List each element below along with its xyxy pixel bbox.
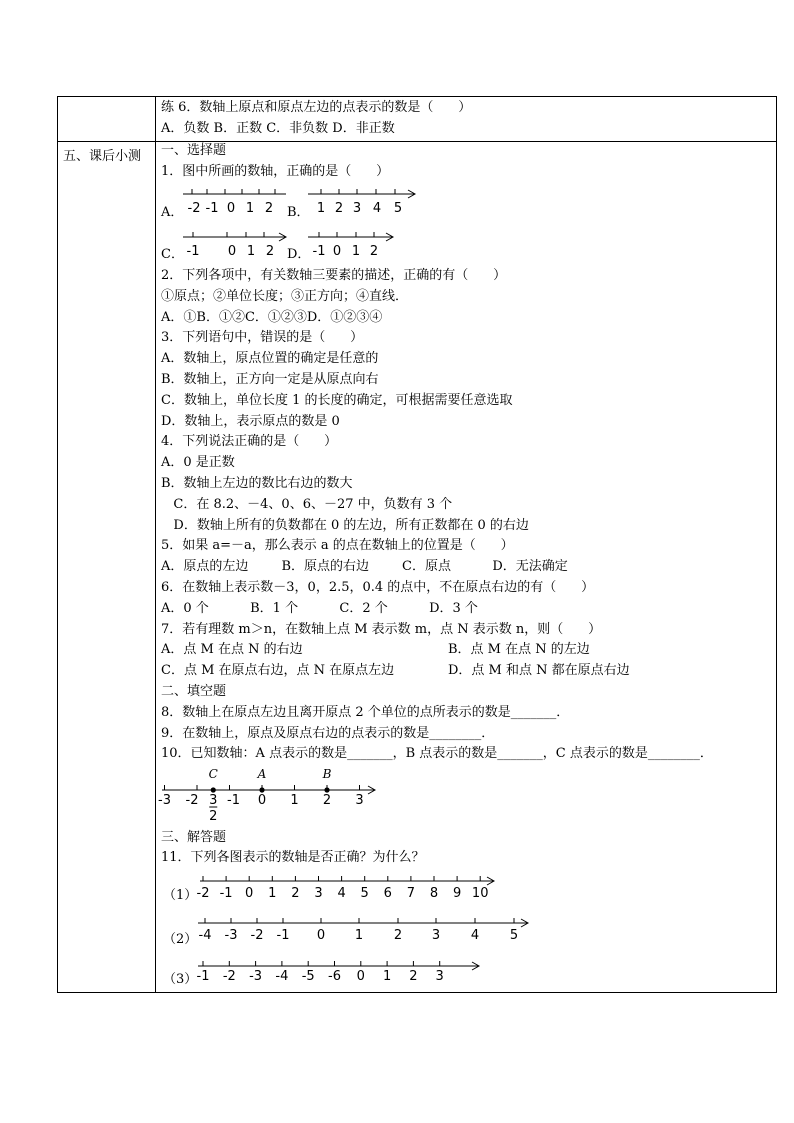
q1-number-line-d: [305, 227, 400, 259]
question-5: 5．如果 a=－a，那么表示 a 的点在数轴上的位置是（ ）: [161, 538, 514, 553]
tick-label: -1: [196, 969, 210, 984]
tick-label: 6: [383, 886, 392, 901]
question-4-option-b: B．数轴上左边的数比右边的数大: [161, 476, 353, 491]
tick-label: 2: [334, 201, 344, 216]
tick-label: 4: [372, 201, 382, 216]
tick-label: 2: [322, 793, 332, 808]
question-7: 7．若有理数 m＞n，在数轴上点 M 表示数 m，点 N 表示数 n，则（ ）: [161, 622, 602, 637]
tick-label: -3: [158, 793, 171, 808]
q10-number-line: [160, 764, 380, 824]
question-7-option-a: A．点 M 在点 N 的右边: [161, 642, 303, 657]
question-3-option-d: D．数轴上，表示原点的数是 0: [161, 414, 340, 429]
tick-label: -1: [227, 793, 240, 808]
tick-label: 3: [431, 928, 441, 943]
tick-label: 3: [314, 886, 323, 901]
point-label: A: [257, 767, 267, 781]
q1-option-c-prefix: C．: [161, 247, 184, 262]
question-4-option-c: C．在 8.2、－4、0、6、－27 中，负数有 3 个: [161, 497, 453, 512]
tick-label: -1: [219, 886, 233, 901]
q1-number-line-c: [180, 227, 290, 259]
q11-number-line-2: [196, 914, 531, 944]
tick-label: 0: [332, 244, 342, 259]
tick-label: -2: [185, 793, 199, 808]
q11-number-line-1: [196, 872, 496, 902]
tick-label: 1: [268, 886, 277, 901]
tick-label: -6: [328, 969, 341, 984]
tick-label: 7: [406, 886, 416, 901]
question-6: 6．在数轴上表示数－3，0，2.5，0.4 的点中，不在原点右边的有（ ）: [161, 580, 595, 595]
q1-option-b-prefix: B．: [287, 205, 310, 220]
fraction-numerator: 3: [209, 793, 218, 808]
tick-label: 2: [291, 886, 300, 901]
tick-label: 4: [337, 886, 346, 901]
tick-label: -1: [312, 244, 326, 259]
tick-label: 5: [360, 886, 369, 901]
tick-label: 1: [290, 793, 299, 808]
tick-label: 5: [393, 201, 403, 216]
question-11: 11．下列各图表示的数轴是否正确？为什么？: [161, 850, 425, 865]
question-6-options: A．0 个 B．1 个 C．2 个 D．3 个: [161, 601, 478, 616]
q11-line-2-prefix: （2）: [163, 932, 198, 947]
section-label: 五、课后小测: [63, 149, 142, 164]
q1-number-line-a: [180, 184, 290, 216]
practice-6-options: A．负数 B．正数 C．非负数 D．非正数: [161, 121, 395, 136]
tick-label: 1: [351, 244, 361, 259]
question-8: 8．数轴上在原点左边且离开原点 2 个单位的点所表示的数是_______．: [161, 705, 570, 720]
point-label: B: [322, 767, 332, 781]
tick-label: 1: [246, 244, 256, 259]
tick-label: 5: [509, 928, 519, 943]
tick-label: 3: [352, 201, 362, 216]
q11-number-line-3: [196, 958, 486, 988]
tick-label: 3: [435, 969, 444, 984]
q11-line-1-prefix: （1）: [163, 888, 198, 903]
question-3: 3．下列语句中，错误的是（ ）: [161, 330, 364, 345]
question-3-option-b: B．数轴上，正方向一定是从原点向右: [161, 372, 379, 387]
question-7-option-c: C．点 M 在原点右边，点 N 在原点左边: [161, 663, 395, 678]
tick-label: 1: [245, 201, 255, 216]
point-label: C: [208, 767, 218, 781]
tick-label: 2: [393, 928, 403, 943]
tick-label: 8: [429, 886, 439, 901]
tick-label: 0: [245, 886, 254, 901]
q11-line-3-prefix: （3）: [163, 972, 198, 987]
question-9: 9．在数轴上，原点及原点右边的点表示的数是________．: [161, 726, 495, 741]
point-c-marker: [211, 787, 216, 792]
tick-label: -5: [301, 969, 315, 984]
section-fill-heading: 二、填空题: [161, 684, 227, 699]
tick-label: -1: [205, 201, 219, 216]
tick-label: -1: [186, 244, 200, 259]
question-7-option-b: B．点 M 在点 N 的左边: [448, 642, 590, 657]
tick-label: -3: [249, 969, 263, 984]
tick-label: 2: [409, 969, 418, 984]
tick-label: -4: [275, 969, 289, 984]
question-7-option-d: D．点 M 和点 N 都在原点右边: [448, 663, 630, 678]
tick-label: 1: [382, 969, 392, 984]
practice-6-question: 练 6．数轴上原点和原点左边的点表示的数是（ ）: [161, 100, 472, 115]
question-4: 4．下列说法正确的是（ ）: [161, 434, 338, 449]
tick-label: 1: [354, 928, 364, 943]
q1-option-d-prefix: D．: [287, 247, 311, 262]
tick-label: 3: [355, 793, 364, 808]
question-4-option-d: D．数轴上所有的负数都在 0 的左边，所有正数都在 0 的右边: [161, 518, 529, 533]
tick-label: -2: [196, 886, 210, 901]
tick-label: 10: [471, 886, 489, 901]
question-10: 10．已知数轴：A 点表示的数是_______，B 点表示的数是_______，C 点表示的数是________．: [161, 746, 713, 761]
question-4-option-a: A．0 是正数: [161, 455, 235, 470]
tick-label: -2: [222, 969, 236, 984]
section-choice-heading: 一、选择题: [161, 143, 227, 158]
tick-label: -1: [276, 928, 290, 943]
column-divider: [155, 97, 156, 992]
question-1: 1．图中所画的数轴，正确的是（ ）: [161, 164, 390, 179]
q1-number-line-b: [305, 184, 420, 216]
tick-label: 0: [356, 969, 365, 984]
question-5-options: A．原点的左边 B．原点的右边 C．原点 D．无法确定: [161, 559, 568, 574]
question-3-option-c: C．数轴上，单位长度 1 的长度的确定，可根据需要任意选取: [161, 393, 513, 408]
question-2-options: A．①B．①②C．①②③D．①②③④: [161, 310, 383, 325]
tick-label: 0: [316, 928, 326, 943]
tick-label: 0: [226, 201, 236, 216]
tick-label: -3: [224, 928, 238, 943]
tick-label: 0: [227, 244, 237, 259]
question-2: 2．下列各项中，有关数轴三要素的描述，正确的有（ ）: [161, 268, 507, 283]
tick-label: -2: [187, 201, 201, 216]
tick-label: 0: [257, 793, 267, 808]
tick-label: -4: [198, 928, 212, 943]
fraction-denominator: 2: [209, 809, 218, 824]
point-a-marker: [259, 787, 264, 792]
section-answer-heading: 三、解答题: [161, 830, 227, 845]
tick-label: 2: [264, 201, 274, 216]
tick-label: -2: [250, 928, 264, 943]
tick-label: 1: [316, 201, 326, 216]
question-3-option-a: A．数轴上，原点位置的确定是任意的: [161, 351, 379, 366]
point-b-marker: [324, 787, 329, 792]
q1-option-a-prefix: A．: [161, 205, 184, 220]
question-2-items: ①原点；②单位长度；③正方向；④直线．: [161, 289, 409, 304]
tick-label: 4: [470, 928, 480, 943]
tick-label: 9: [452, 886, 462, 901]
tick-label: 2: [265, 244, 275, 259]
tick-label: 2: [369, 244, 379, 259]
row-divider: [58, 141, 776, 142]
